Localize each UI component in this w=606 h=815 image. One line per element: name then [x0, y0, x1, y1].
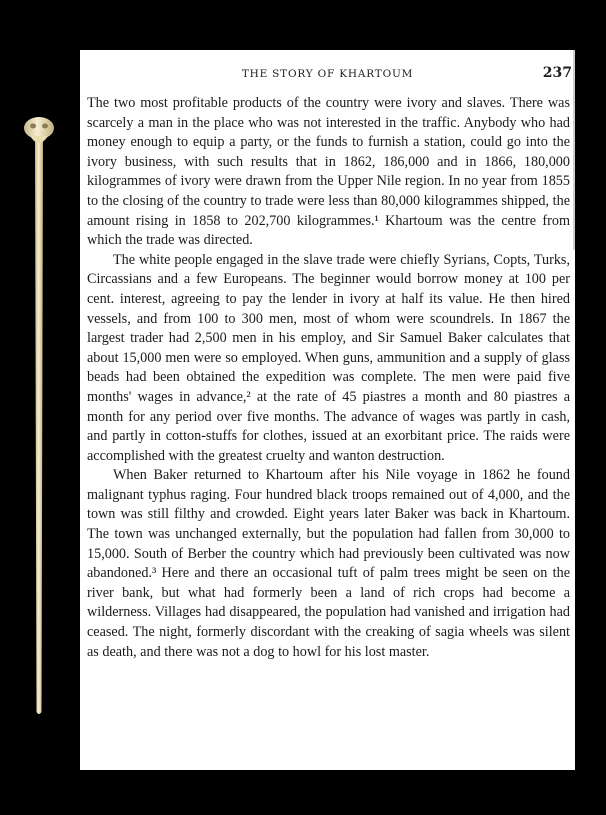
book-page [80, 50, 575, 770]
running-title: THE STORY OF KHARTOUM [241, 68, 414, 80]
paragraph-slave-traders: The white people engaged in the slave trade were chiefly Syrians, Copts, Turks, Circassians and a few Europeans. The beginner would borrow money at 100 per cent. interest, agreeing to pay the lender in ivory at half its value. He then hired vessels, and from 100 to 300 men, most of whom were scoundrels. In 1867 the largest trader had 2,500 men in his employ, and Sir Samuel Baker calculates that about 15,000 men were so employed. When guns, ammunition and a supply of glass beads had been obtained the expedition was complete. The men were paid five months' wages in advance,² at the rate of 45 piastres a month and 80 piastres a month for any period over five months. The advance of wages was partly in cash, and partly in cotton-stuffs for clothes, issued at an exorbitant price. The raids were accomplished with the greatest cruelty and wanton destruction. [87, 251, 570, 464]
page-header [80, 65, 575, 85]
page-number: 237 [542, 65, 572, 81]
ivory-stick-icon [22, 116, 56, 716]
paragraph-ivory-trade: The two most profitable products of the country were ivory and slaves. There was scarcely a man in the place who was not interested in the traffic. Anybody who had money enough to equip a party, or the funds to furnish a station, could go into the ivory business, with such results that in 1862, 186,000 and in 1866, 180,000 kilogrammes of ivory were drawn from the Upper Nile region. In no year from 1855 to the closing of the country to trade were less than 80,000 kilogrammes shipped, the amount rising in 1858 to 202,700 kilogrammes.¹ Khartoum was the centre from which the trade was directed. [87, 95, 570, 249]
body-text [87, 94, 570, 662]
paragraph-baker-return: When Baker returned to Khartoum after his Nile voyage in 1862 he found malignant typhus raging. Four hundred black troops remained out of 4,000, and the town was still filthy and crowded. Eight years later Baker was back in Khartoum. The town was unchanged externally, but the population had fallen from 30,000 to 15,000. South of Berber the country which had previously been cultivated was now abandoned.³ Here and there an occasional tuft of palm trees might be seen on the river bank, but what had formerly been a land of rich crops had become a wilderness. Villages had disappeared, the population had vanished and irrigation had ceased. The night, formerly discordant with the creaking of sagia wheels was silent as death, and there was not a dog to howl for his lost master. [87, 467, 570, 660]
